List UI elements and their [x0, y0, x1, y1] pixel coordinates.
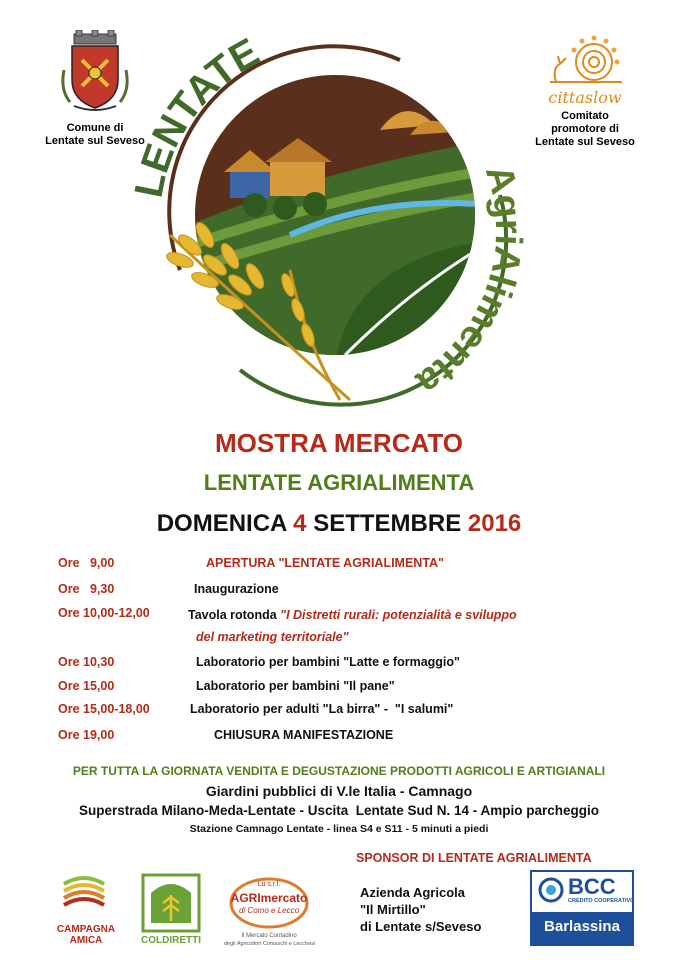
- cittaslow-caption-line1: Comitato: [561, 110, 609, 122]
- title-mostra-mercato: MOSTRA MERCATO: [215, 428, 463, 458]
- agrimercato-sub: di Como e Lecco: [238, 906, 300, 915]
- schedule-time-3: Ore 10,00-12,00: [58, 606, 150, 620]
- schedule-text-1: APERTURA "LENTATE AGRIALIMENTA": [206, 556, 444, 570]
- bcc-mark-icon: [538, 877, 564, 903]
- azienda-agricola: [360, 884, 481, 935]
- cittaslow-caption-line2: promotore di: [551, 123, 619, 135]
- azienda-line3: di Lentate s/Seveso: [360, 919, 482, 934]
- info-place: Giardini pubblici di V.le Italia - Camnago: [205, 783, 473, 799]
- title-lentate-agrialimenta: LENTATE AGRIALIMENTA: [203, 470, 475, 495]
- schedule-text-3: [188, 606, 517, 624]
- schedule-text-3-title-line2: del marketing territoriale": [196, 630, 349, 644]
- info-road: Superstrada Milano-Meda-Lentate - Uscita Lentate Sud N. 14 - Ampio parcheggio: [78, 803, 600, 818]
- agrialimenta-emblem: [120, 20, 560, 415]
- schedule-text-4: Laboratorio per bambini "Latte e formaggio": [196, 655, 460, 669]
- schedule-time-1: Ore 9,00: [58, 556, 115, 570]
- agrimercato-name: AGRImercato: [230, 891, 308, 905]
- sponsor-heading: SPONSOR DI LENTATE AGRIALIMENTA: [356, 851, 592, 865]
- agrimercato-logo: [224, 875, 314, 951]
- comune-caption-line1: Comune di: [66, 122, 124, 134]
- schedule-time-4: Ore 10,30: [58, 655, 115, 669]
- date-prefix: DOMENICA: [156, 510, 294, 537]
- campagna-amica-logo: [46, 868, 126, 948]
- cittaslow-caption-line3: Lentate sul Seveso: [535, 136, 635, 148]
- title-date: [0, 510, 678, 538]
- agrimercato-top: Lu s.r.l.: [257, 881, 281, 888]
- agrimercato-small1: Il Mercato Contadino: [241, 933, 297, 939]
- campagna-line2: AMICA: [69, 935, 103, 946]
- schedule-text-3-label: Tavola rotonda: [188, 608, 281, 622]
- info-all-day: PER TUTTA LA GIORNATA VENDITA E DEGUSTAZIONE PRODOTTI AGRICOLI E ARTIGIANALI: [72, 764, 606, 778]
- bcc-logo: [530, 870, 634, 946]
- cittaslow-logo-text: cittaslow: [548, 88, 622, 107]
- schedule-text-7: CHIUSURA MANIFESTAZIONE: [214, 728, 394, 742]
- date-day: 4: [293, 510, 307, 537]
- bcc-name: BCC: [568, 874, 616, 899]
- coldiretti-logo: [136, 873, 206, 951]
- schedule-time-6: Ore 15,00-18,00: [58, 702, 150, 716]
- date-month: SETTEMBRE: [306, 510, 468, 537]
- schedule-text-2: Inaugurazione: [194, 582, 279, 596]
- comune-caption-line2: Lentate sul Seveso: [45, 135, 145, 147]
- schedule-text-3-title: "I Distretti rurali: potenzialità e sviluppo: [280, 608, 517, 622]
- schedule-text-5: Laboratorio per bambini "Il pane": [196, 679, 395, 693]
- schedule-text-6: Laboratorio per adulti "La birra" - "I salumi": [190, 702, 454, 716]
- coldiretti-icon: [141, 873, 201, 933]
- emblem-arc-text-top: LENTATE: [126, 30, 267, 202]
- schedule-time-2: Ore 9,30: [58, 582, 115, 596]
- campagna-line1: CAMPAGNA: [56, 924, 116, 935]
- emblem-arc-text-bottom: AgriAlimenta: [408, 160, 530, 404]
- date-year: 2016: [467, 510, 522, 537]
- info-station: Stazione Camnago Lentate - linea S4 e S11 - 5 minuti a piedi: [189, 823, 489, 835]
- agrimercato-small2: degli Agricoltori Comaschi e Lecchesi: [224, 941, 316, 947]
- bcc-sub: CREDITO COOPERATIVO: [568, 898, 635, 904]
- coldiretti-label: COLDIRETTI: [141, 935, 201, 946]
- bcc-top: [532, 872, 635, 908]
- schedule-time-7: Ore 19,00: [58, 728, 115, 742]
- bcc-branch: Barlassina: [532, 912, 632, 944]
- azienda-line1: Azienda Agricola: [360, 885, 465, 900]
- azienda-line2: "Il Mirtillo": [360, 902, 426, 917]
- schedule-time-5: Ore 15,00: [58, 679, 115, 693]
- campagna-amica-icon: [60, 870, 108, 914]
